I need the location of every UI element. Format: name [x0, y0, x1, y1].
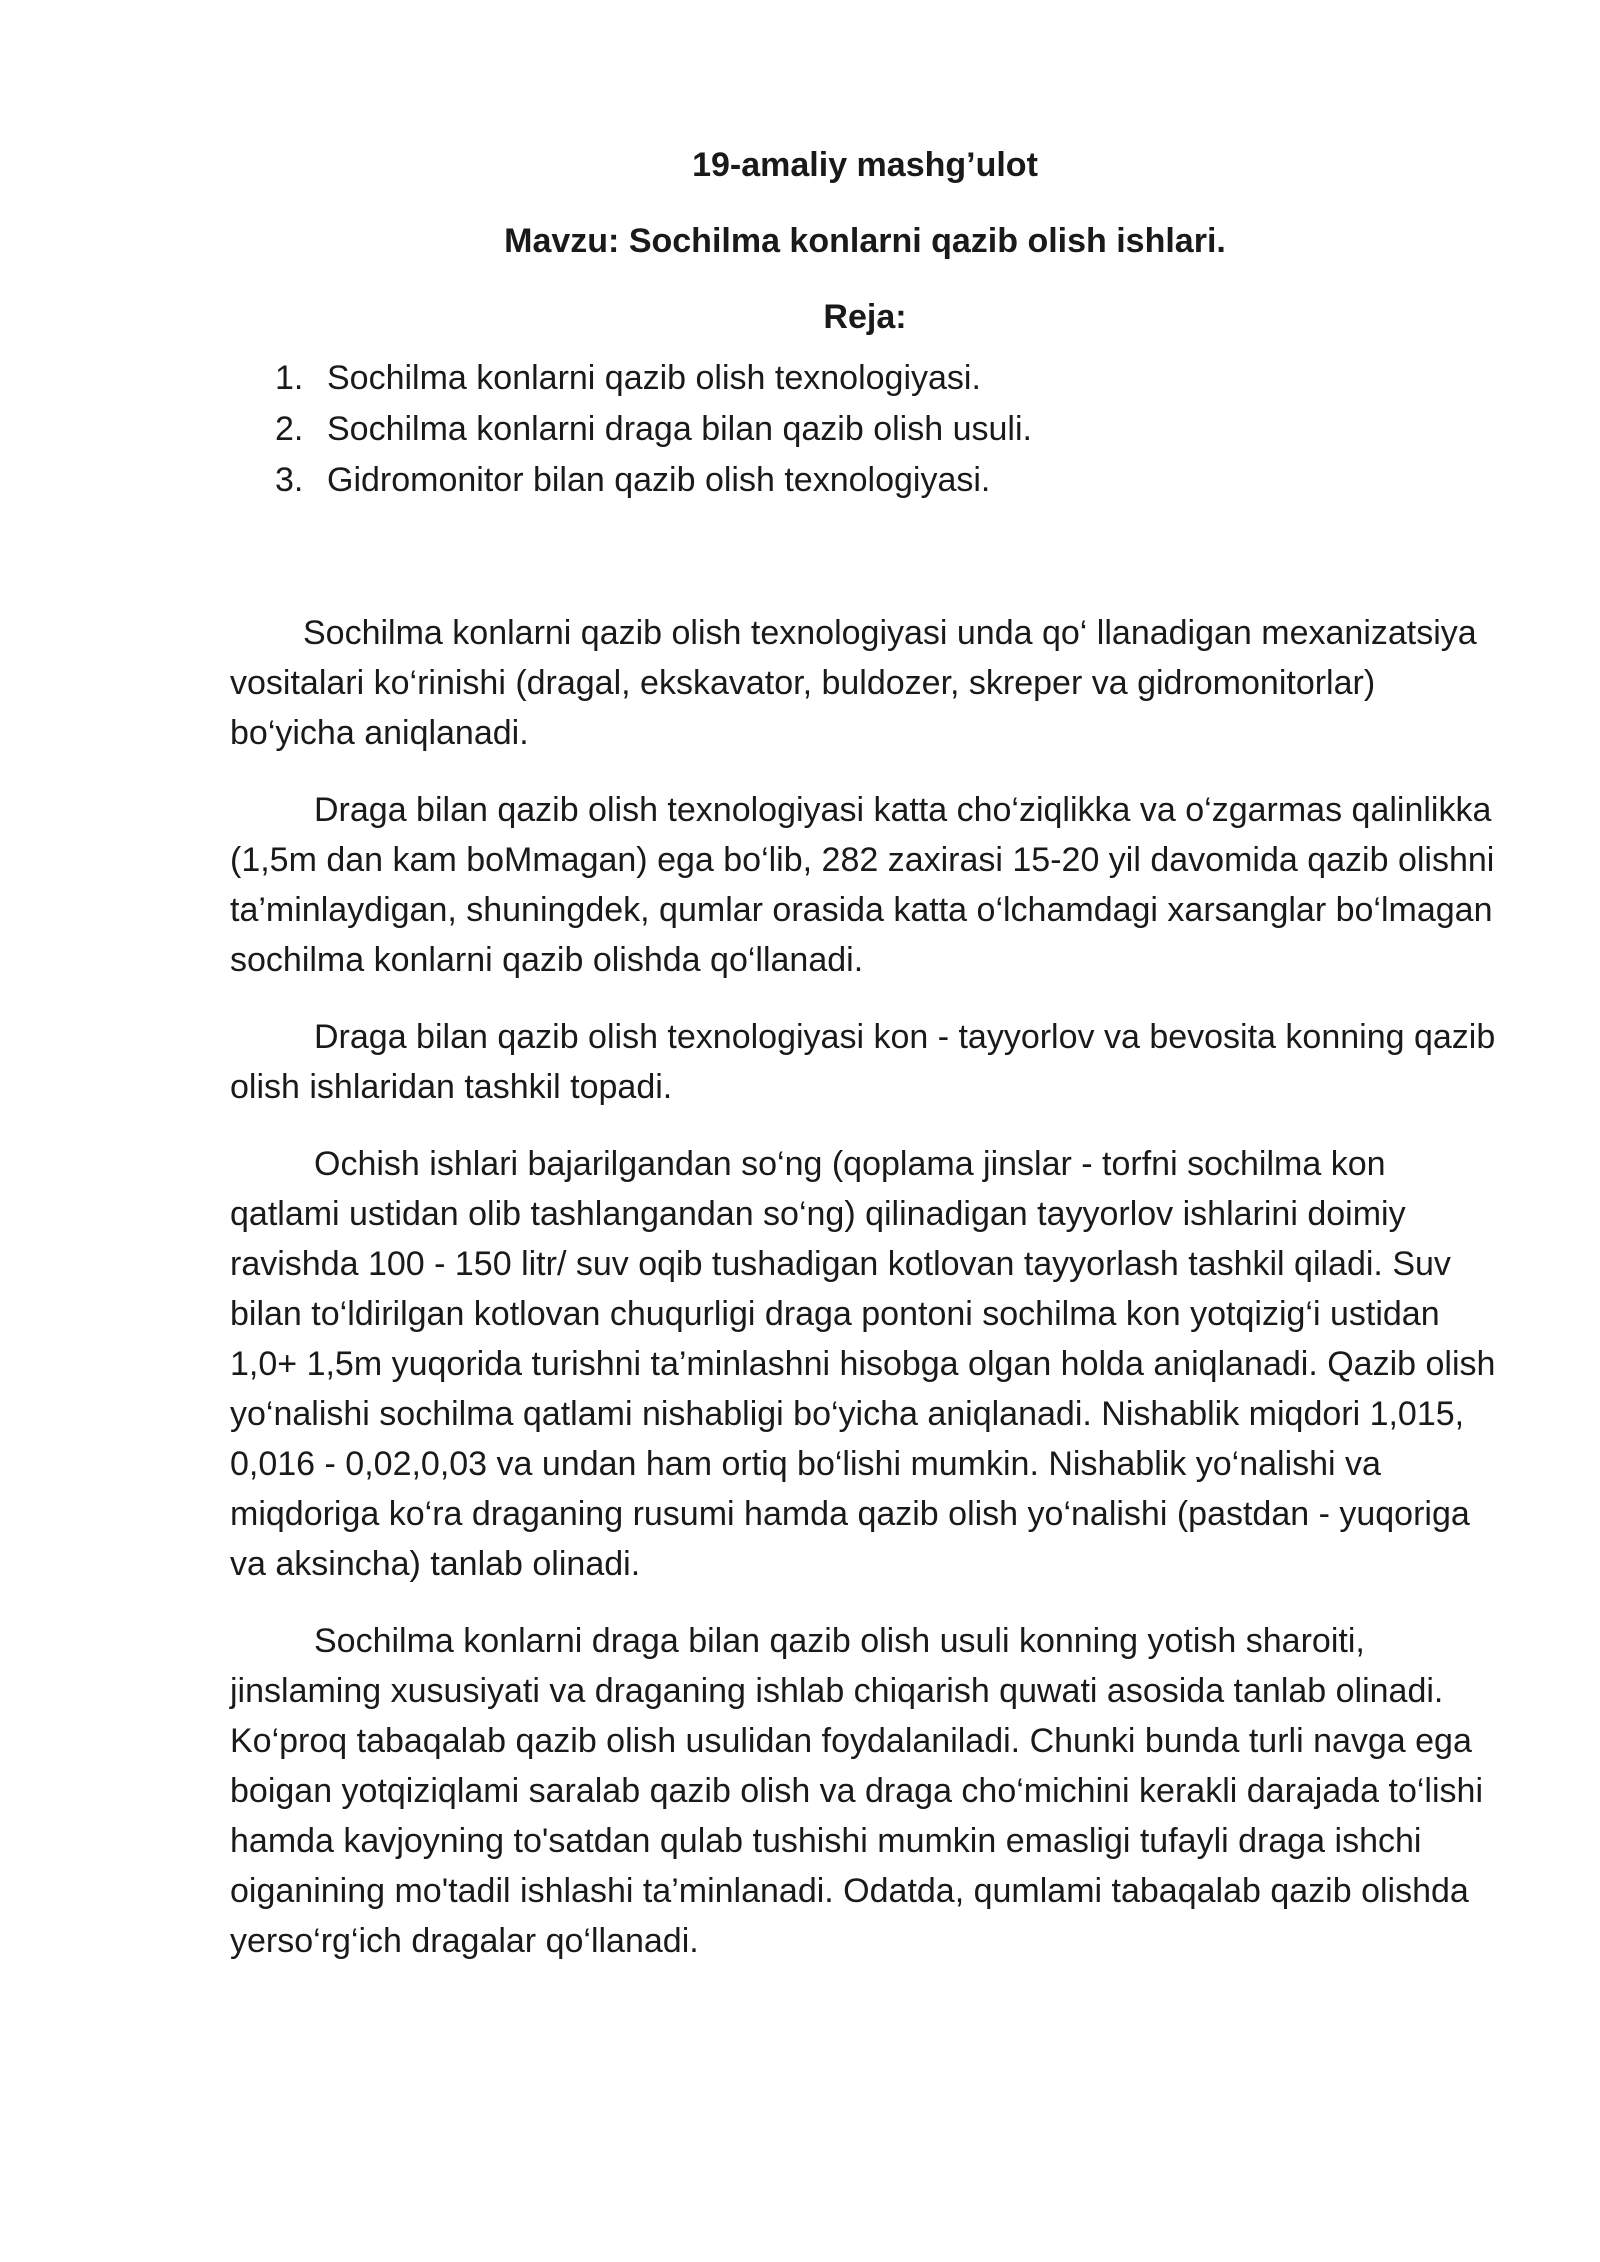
body-paragraph: Ochish ishlari bajarilgandan so‘ng (qoplama jinslar - torfni sochilma kon qatlami ustidan olib tashlangandan so‘ng) qilinadigan tayyorlov ishlarini doimiy ravishda 100 - 150 litr/ suv oqib tushadigan kotlovan tayyorlash tashkil qiladi. Suv bilan to‘ldirilgan kotlovan chuqurligi draga pontoni sochilma kon yotqizig‘i ustidan 1,0+ 1,5m yuqorida turishni ta’minlashni hisobga olgan holda aniqlanadi. Qazib olish yo‘nalishi sochilma qatlami nishabligi bo‘yicha aniqlanadi. Nishablik miqdori 1,015, 0,016 - 0,02,0,03 va undan ham ortiq bo‘lishi mumkin. Nishablik yo‘nalishi va miqdoriga ko‘ra draganing rusumi hamda qazib olish yo‘nalishi (pastdan - yuqoriga va aksincha) tanlab olinadi. [230, 1145, 1496, 1583]
list-item-number: 2. [275, 410, 304, 448]
document-page [230, 145, 1500, 1993]
list-item-number: 1. [275, 359, 304, 397]
list-item [230, 455, 1500, 506]
topic-heading: Mavzu: Sochilma konlarni qazib olish ishlari. [504, 222, 1226, 260]
list-item [230, 353, 1500, 404]
body-paragraph: Sochilma konlarni qazib olish texnologiyasi unda qo‘ llanadigan mexanizatsiya vositalari ko‘rinishi (dragal, ekskavator, buldozer, skreper va gidromonitorlar) bo‘yicha aniqlanadi. [230, 614, 1477, 752]
body-paragraph: Sochilma konlarni draga bilan qazib olish usuli konning yotish sharoiti, jinslaming xususiyati va draganing ishlab chiqarish quwati asosida tanlab olinadi. Ko‘proq tabaqalab qazib olish usulidan foydalaniladi. Chunki bunda turli navga ega boigan yotqiziqlami saralab qazib olish va draga cho‘michini kerakli darajada to‘lishi hamda kavjoyning to'satdan qulab tushishi mumkin emasligi tufayli draga ishchi oiganining mo'tadil ishlashi ta’minlanadi. Odatda, qumlami tabaqalab qazib olishda yerso‘rg‘ich dragalar qo‘llanadi. [230, 1622, 1484, 1960]
plan-heading: Reja: [823, 298, 907, 336]
body-paragraph: Draga bilan qazib olish texnologiyasi kon - tayyorlov va bevosita konning qazib olish ishlaridan tashkil topadi. [230, 1018, 1496, 1106]
list-item-number: 3. [275, 461, 304, 499]
list-item-text: Sochilma konlarni draga bilan qazib olish usuli. [327, 410, 1032, 448]
document-title: 19-amaliy mashg’ulot [692, 146, 1038, 184]
list-item-text: Gidromonitor bilan qazib olish texnologiyasi. [327, 461, 991, 499]
body-paragraph: Draga bilan qazib olish texnologiyasi katta cho‘ziqlikka va o‘zgarmas qalinlikka (1,5m dan kam boMmagan) ega bo‘lib, 282 zaxirasi 15-20 yil davomida qazib olishni ta’minlaydigan, shuningdek, qumlar orasida katta o‘lchamdagi xarsanglar bo‘lmagan sochilma konlarni qazib olishda qo‘llanadi. [230, 791, 1495, 979]
plan-list [230, 353, 1500, 506]
list-item [230, 404, 1500, 455]
list-item-text: Sochilma konlarni qazib olish texnologiyasi. [327, 359, 981, 397]
